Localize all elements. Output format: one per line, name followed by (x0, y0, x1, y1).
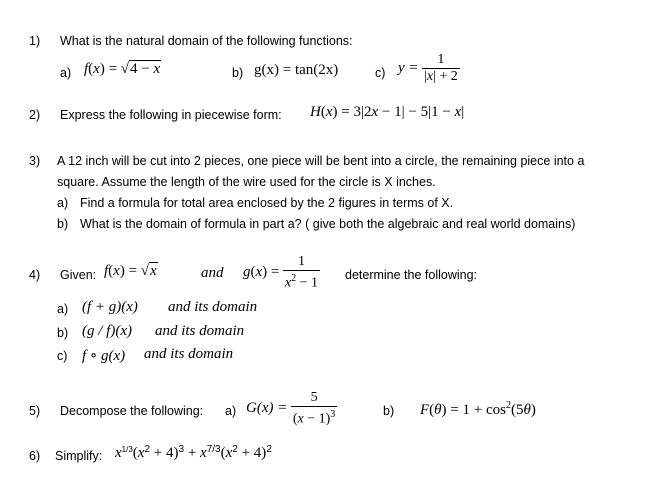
q1-c-numerator: 1 (437, 52, 445, 67)
q5-text: Decompose the following: (60, 404, 204, 418)
q4-b-expression: (g / f)(x) (82, 323, 132, 339)
q3-number: 3) (29, 154, 41, 168)
q4-given: Given: (60, 268, 97, 282)
q3-line2: square. Assume the length of the wire used for the circle is X inches. (57, 175, 436, 189)
q6-expression: $x^{1/3}(x^2 + 4)^3 + x^{7/3}(x^2 + 4)^2$ (115, 444, 272, 462)
q4-g-expression: g(x) = $\frac{1}{x^2 - 1}$ (243, 254, 318, 291)
q1-c-lhs: y = (398, 59, 419, 76)
q1-number: 1) (29, 34, 41, 48)
q1-a-label: a) (60, 66, 72, 80)
q1-text: What is the natural domain of the following functions: (60, 34, 353, 48)
q3-a-text: Find a formula for total area enclosed by the 2 figures in terms of X. (80, 196, 454, 210)
q4-number: 4) (29, 268, 41, 282)
q4-b-tail: and its domain (155, 323, 245, 339)
q4-g-numerator: 1 (297, 254, 305, 269)
q5-a-expression: G(x) = $\frac{5}{(x - 1)^3}$ (246, 390, 336, 427)
q1-c-expression: y = $\frac{1}{|x| + 2}$ (398, 52, 458, 84)
q5-a-label: a) (225, 404, 237, 418)
q3-a-label: a) (57, 196, 69, 210)
q4-c-tail: and its domain (144, 346, 234, 362)
q4-a-expression: (f + g)(x) (82, 299, 138, 315)
q1-c-label: c) (375, 66, 386, 80)
q2-text: Express the following in piecewise form: (60, 108, 282, 122)
q2-expression: H(x) = 3|2x − 1| − 5|1 − x| (310, 104, 465, 120)
q3-b-text: What is the domain of formula in part a? ( give both the algebraic and real world domains) (80, 217, 576, 231)
q2-number: 2) (29, 108, 41, 122)
q3-b-label: b) (57, 217, 69, 231)
q1-b-expression: g(x) = tan(2x) (254, 62, 339, 78)
q4-b-label: b) (57, 326, 69, 340)
q5-a-lhs: G(x) = (246, 400, 288, 417)
q4-f-expression: f(x) = √x (104, 263, 157, 279)
q5-a-numerator: 5 (310, 390, 318, 405)
q4-determine: determine the following: (345, 268, 478, 282)
q5-number: 5) (29, 404, 41, 418)
q6-number: 6) (29, 449, 41, 463)
q4-a-tail: and its domain (168, 299, 258, 315)
q5-b-label: b) (383, 404, 395, 418)
q4-c-expression: f ∘ g(x) (82, 348, 126, 364)
q4-and: and (201, 265, 224, 281)
q1-b-label: b) (232, 66, 244, 80)
q1-a-expression: f(x) = √4 − x (84, 61, 161, 77)
q6-text: Simplify: (55, 449, 103, 463)
q4-a-label: a) (57, 302, 69, 316)
q3-line1: A 12 inch will be cut into 2 pieces, one piece will be bent into a circle, the remaining piece into a (57, 154, 585, 168)
q5-b-expression: $F(\theta) = 1 + \cos^2(5\theta)$ (420, 400, 536, 418)
q4-c-label: c) (57, 349, 68, 363)
